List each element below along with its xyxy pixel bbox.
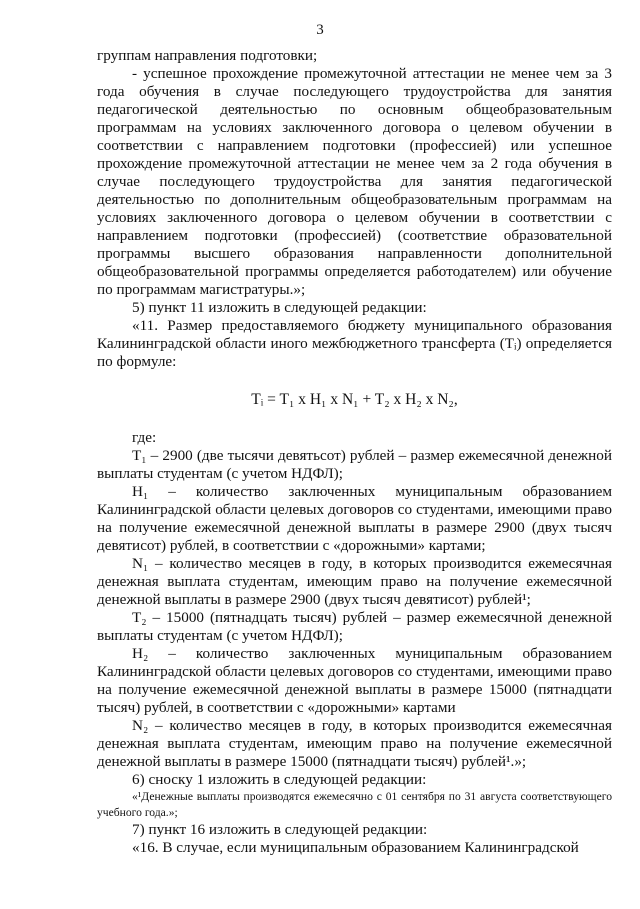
paragraph-attestation: - успешное прохождение промежуточной аттестации не менее чем за 3 года обучения в случае последующего трудоустройства для занятия педагогической деятельностью по основным общеобразовательным программам на условиях заключенного договора о целевом обучении в соответствии с направлением подготовки (профессией) или успешное прохождение промежуточной аттестации не менее чем за 2 года обучения в случае последующего трудоустройства для занятия педагогической деятельностью по дополнительным общеобразовательным программам на условиях заключенного договора о целевом обучении в соответствии с направлением подготовки (профессией) (соответствие образовательной программы высшего образования направленности дополнительной общеобразовательной программы определяется работодателем) или обучение по программам магистратуры.»; xyxy=(97,65,612,298)
paragraph-h1: H₁ – количество заключенных муниципальным образованием Калининградской области целевых договоров со студентами, имеющими право на получение ежемесячной денежной выплаты в размере 2900 (двух тысяч девятисот) рублей, в соответствии с «дорожными» картами; xyxy=(97,483,612,554)
paragraph-clause-11: «11. Размер предоставляемого бюджету муниципального образования Калининградской области иного межбюджетного трансферта (Tᵢ) определяется по формуле: xyxy=(97,317,612,370)
paragraph-item-6: 6) сноску 1 изложить в следующей редакции: xyxy=(132,771,427,788)
formula: Tᵢ = T₁ x H₁ x N₁ + T₂ x H₂ x N₂, xyxy=(251,391,458,408)
paragraph-where: где: xyxy=(132,429,157,446)
paragraph-footnote-text: «¹Денежные выплаты производятся ежемесячно с 01 сентября по 31 августа соответствующего учебного года.»; xyxy=(97,790,612,819)
paragraph-n1: N₁ – количество месяцев в году, в которых производится ежемесячная денежная выплата студентам, имеющим право на получение ежемесячной денежной выплаты в размере 2900 (двух тысяч девятисот) рублей¹; xyxy=(97,555,612,608)
paragraph-item-7: 7) пункт 16 изложить в следующей редакции: xyxy=(132,821,428,838)
document-body xyxy=(97,47,612,857)
paragraph-item-5: 5) пункт 11 изложить в следующей редакции: xyxy=(132,299,427,316)
paragraph-n2: N₂ – количество месяцев в году, в которых производится ежемесячная денежная выплата студентам, имеющим право на получение ежемесячной денежной выплаты в размере 15000 (пятнадцати тысяч) рублей¹.»; xyxy=(97,717,612,770)
paragraph-t1: T₁ – 2900 (две тысячи девятьсот) рублей – размер ежемесячной денежной выплаты студентам (с учетом НДФЛ); xyxy=(97,447,612,482)
paragraph-continuation: группам направления подготовки; xyxy=(97,47,318,64)
paragraph-h2: H₂ – количество заключенных муниципальным образованием Калининградской области целевых договоров со студентами, имеющими право на получение ежемесячной денежной выплаты в размере 15000 (пятнадцати тысяч) рублей, в соответствии с «дорожными» картами xyxy=(97,645,612,716)
page-number: 3 xyxy=(316,22,324,38)
paragraph-t2: T₂ – 15000 (пятнадцать тысяч) рублей – размер ежемесячной денежной выплаты студентам (с учетом НДФЛ); xyxy=(97,609,612,644)
paragraph-clause-16: «16. В случае, если муниципальным образованием Калининградской xyxy=(132,839,579,856)
